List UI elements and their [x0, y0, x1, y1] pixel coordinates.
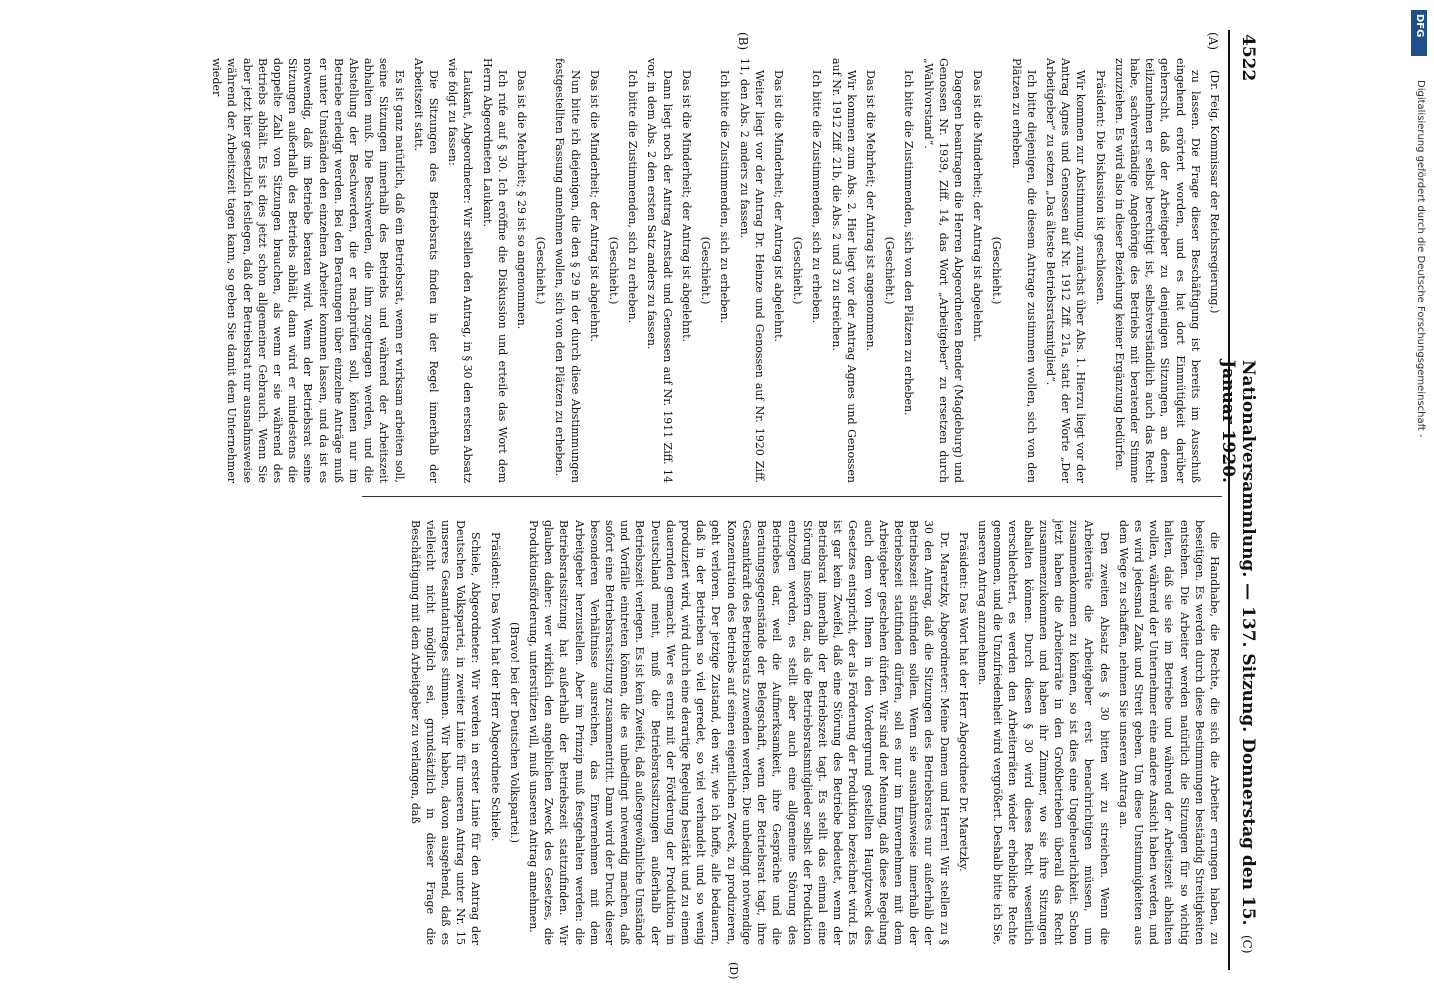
rotated-page [60, 30, 1260, 980]
paragraph: Wir kommen zum Abs. 2. Hier liegt vor der Antrag Agnes und Genossen auf Nr. 1912 Ziff. 21b, die Abs. 2 und 3 zu streichen. [829, 58, 858, 483]
paragraph: Es ist ganz natürlich, daß ein Betriebsrat, wenn er wirksam arbeiten soll, seine Sitzungen innerhalb des Betriebs und während der Arbeitszeit abhalten muß. Die Beschwerden, die ihm zugetragen werden, und die Abstellung der Beschwerden, die er nachprüfen soll, können nur im Betriebe erledigt werden. Bei den Beratungen über einzelne Anträge muß er unter Umständen den einzelnen Arbeiter kommen lassen, und da ist es notwendig, daß im Betriebe beraten wird. Wenn der Betriebsrat seine Sitzungen außerhalb des Betriebs abhält, dann wird er mindestens die doppelte Zahl von Sitzungen brauchen, als wenn er sie während des Betriebs abhält. Es ist dies jetzt schon allgemeiner Gebrauch. Wenn Sie aber jetzt hier gesetzlich festlegen, daß der Betriebsrat nur ausnahmsweise während der Arbeitszeit tagen kann, so geben Sie damit dem Unternehmer wieder [210, 58, 406, 483]
paragraph: Laukant, Abgeordneter: Wir stellen den Antrag, in § 30 den ersten Absatz wie folgt zu fassen: [446, 58, 475, 483]
paragraph: Wir kommen zur Abstimmung, zunächst über Abs. 1. Hierzu liegt vor der Antrag Agnes und Genossen auf Nr. 1912 Ziff. 21a, statt der Worte „Der Arbeitgeber“ zu setzen „Das älteste Betriebsratsmitglied“. [1043, 58, 1088, 483]
dfg-logo-text: DFG [1414, 14, 1425, 38]
paragraph: (Geschieht.) [699, 236, 713, 305]
paragraph: Das ist die Mehrheit; der Antrag ist angenommen. [863, 70, 877, 352]
paragraph: Dagegen beantragen die Herren Abgeordneten Bender (Magdeburg) und Genossen Nr. 1939, Ziff. 14, das Wort „Arbeitgeber“ zu ersetzen durch „Wahlvorstand“. [921, 58, 965, 483]
header-rule [1228, 30, 1230, 970]
margin-marker-a: (A) [1206, 32, 1220, 51]
paragraph: (Geschieht.) [534, 236, 548, 305]
paragraph: Ich bitte die Zustimmenden, sich zu erheben. [718, 70, 732, 324]
paragraph: zu lassen. Die Frage dieser Beschäftigung ist bereits im Ausschuß eingehend erörtert worden, und es hat dort Einmütigkeit darüber geherrscht, daß der Arbeitgeber zu denjenigen Sitzungen, an denen teilzunehmen er selbst berechtigt ist, selbstverständlich auch das Recht habe, sachverständige Angehörige des Betriebs mit beratender Stimme zuzuziehen. Es wird also in dieser Beziehung keiner Ergänzung bedürfen. [1112, 58, 1202, 483]
paragraph: Präsident: Das Wort hat der Herr Abgeordnete Dr. Maretzky. [956, 532, 970, 872]
paragraph: (Geschieht.) [990, 236, 1004, 305]
paragraph: Ich bitte die Zustimmenden, sich von den Plätzen zu erheben. [902, 70, 916, 416]
paragraph: (Dr. Feig, Kommissar der Reichsregierung.) [1208, 70, 1221, 314]
paragraph: Dann liegt noch der Antrag Arnstadt und Genossen auf Nr. 1911 Ziff. 14 vor, in dem Abs. 2 den ersten Satz anders zu fassen. [645, 58, 674, 483]
paragraph: Das ist die Minderheit; der Antrag ist abgelehnt. [971, 70, 985, 343]
paragraph: Präsident: Die Diskussion ist geschlossen. [1093, 70, 1107, 305]
paragraph: Das ist die Minderheit; der Antrag ist abgelehnt. [679, 70, 693, 343]
page-header [1218, 30, 1260, 970]
paragraph: Ich bitte die Zustimmenden, sich zu erheben. [626, 70, 640, 324]
digitization-note: Digitalisierung gefördert durch die Deutsche Forschungsgemeinschaft - [1415, 80, 1426, 438]
paragraph: Die Sitzungen des Betriebsrats finden in der Regel innerhalb der Arbeitszeit statt. [411, 58, 441, 483]
page-title: Nationalversammlung. — 137. Sitzung. Donnerstag den 15. Januar 1920. [1218, 360, 1258, 926]
paragraph: Dr. Maretzky, Abgeordneter: Meine Damen und Herren! Wir stellen zu § 30 den Antrag, daß die Sitzungen des Betriebsrates nur außerhalb der Betriebszeit stattfinden sollen. Wenn sie ausnahmsweise innerhalb der Betriebszeit stattfinden dürfen, soll es nur im Einvernehmen mit dem Arbeitgeber geschehen dürfen. Wir sind der Meinung, daß diese Regelung auch dem von Ihnen in den Vordergrund gestellten Hauptzweck des Gesetzes entspricht, der als Förderung der Produktion bezeichnet wird. Es ist gar kein Zweifel, daß eine Störung des Betriebe bedeutet, wenn der Betriebsrat innerhalb der Betriebszeit tagt. Es stellt das einmal eine Störung insofern dar, als die Betriebsratsmitglieder selbst der Produktion entzogen werden, es stellt aber auch eine allgemeine Störung des Betriebes dar, weil die Aufmerksamkeit, ihre Gespräche und die Beratungsgegenstände der Belegschaft, wenn der Betriebsrat tagt, ihre Gesamtkraft des Betriebsrats zuwenden werden. Die unbedingt notwendige Konzentration des Betriebs auf seinen eigentlichen Zweck, zu produzieren, geht verloren. Der jetzige Zustand, den wir, wie ich hoffe, alle bedauern, daß in der Betrieben so viel geredet, so viel verhandelt und so wenig produziert wird, wird durch eine derartige Regelung bestärkt und zu einem dauernden gemacht. Wer es ernst mit der Förderung der Produktion in Deutschland meint, muß die Betriebsratssitzungen außerhalb der Betriebszeit verlegen. Es ist kein Zweifel, daß außergewöhnliche Umstände und Vorfälle eintreten können, die es unbedingt notwendig machen, daß sofort eine Betriebsratssitzung zusammentritt. Dann wird der Druck dieser besonderen Verhältnisse ausreichen, das Einvernehmen mit dem Arbeitgeber herzustellen. Aber im Prinzip muß festgehalten werden: die Betriebsratssitzung hat außerhalb der Betriebszeit stattzufinden. Wir glauben daher: wer wirklich den angeblichen Zweck des Gesetzes, die Produktionsförderung, unterstützen will, muß unseren Antrag annehmen. [527, 520, 951, 945]
page-number: 4522 [1238, 34, 1258, 82]
paragraph: Ich bitte diejenigen, die diesem Antrage zustimmen wollen, sich von den Plätzen zu erheben. [1009, 58, 1038, 483]
paragraph: Nun bitte ich diejenigen, die den § 29 in der durch diese Abstimmungen festgestellten Fassung annehmen wollen, sich von den Plätzen zu erheben. [553, 58, 582, 483]
paragraph: Präsident: Das Wort hat der Herr Abgeordnete Schiele. [488, 532, 502, 842]
digitization-sidebar [1406, 10, 1432, 700]
paragraph: Das ist die Mehrheit; § 29 ist so angenommen. [515, 70, 529, 330]
paragraph: die Handhabe, die Rechte, die sich die Arbeiter errungen haben, zu beseitigen. Es werden durch diese Bestimmungen beständig Streitigkeiten entstehen. Die Arbeiter werden natürlich die Sitzungen für so wichtig halten, daß sie sie im Betriebe und während der Arbeitszeit abhalten wollen, während der Unternehmer eine andere Ansicht haben werden, und es wird jedesmal Zank und Streit geben. Um diese Unstimmigkeiten aus dem Wege zu schaffen, nehmen Sie unseren Antrag an. [1116, 520, 1221, 945]
paragraph: (Geschieht.) [791, 236, 805, 305]
paragraph: Ich bitte die Zustimmenden, sich zu erheben. [810, 70, 824, 324]
paragraph: (Geschieht.) [883, 236, 897, 305]
column-divider [362, 496, 1222, 497]
margin-marker-c: (C) [1240, 935, 1254, 954]
paragraph: Das ist die Minderheit; der Antrag ist abgelehnt. [587, 70, 601, 343]
margin-marker-b: (B) [736, 32, 750, 51]
left-text-column [205, 58, 1222, 483]
paragraph: Weiter liegt vor der Antrag Dr. Heinze und Genossen auf Nr. 1920 Ziff. 11, den Abs. 2 anders zu fassen. [737, 58, 766, 483]
paragraph: (Bravo! bei der Deutschen Volkspartei.) [507, 621, 521, 844]
margin-marker-d: (D) [727, 962, 740, 980]
right-text-column [403, 520, 1222, 945]
paragraph: (Geschieht.) [607, 236, 621, 305]
paragraph: Den zweiten Absatz des § 30 bitten wir zu streichen. Wenn die Arbeiterräte die Arbeitgeber erst benachrichtigen müssen, um zusammenkommen zu können, so ist dies eine Ungeheuerlichkeit. Schon jetzt haben die Arbeiterräte in den Großbetrieben überall das Recht zusammenzukommen und haben ihr Zimmer, wo sie ihre Sitzungen abhalten können. Durch diesen § 30 wird dieses Recht wesentlich verschlechtert, es werden den Arbeiterräten wieder erhebliche Rechte genommen, und die Unzufriedenheit wird vergrößert. Deshalb bitte ich Sie, unseren Antrag anzunehmen. [975, 520, 1111, 945]
paragraph: Ich rufe auf § 30. Ich eröffne die Diskussion und erteile das Wort dem Herrn Abgeordneten Laukant. [480, 58, 509, 483]
paragraph: Das ist die Minderheit; der Antrag ist abgelehnt. [771, 70, 785, 343]
paragraph: Schiele, Abgeordneter: Wir werden in erster Linie für den Antrag der Deutschen Volkspartei, in zweiter Linie für unseren Antrag unter Nr. 15 unseres Gesamtantrages stimmen. Wir haben, davon ausgehend, daß es vielleicht nicht möglich sei, grundsätzlich in dieser Frage die Beschäftigung mit dem Arbeitgeber zu verlangen, daß [408, 520, 483, 945]
